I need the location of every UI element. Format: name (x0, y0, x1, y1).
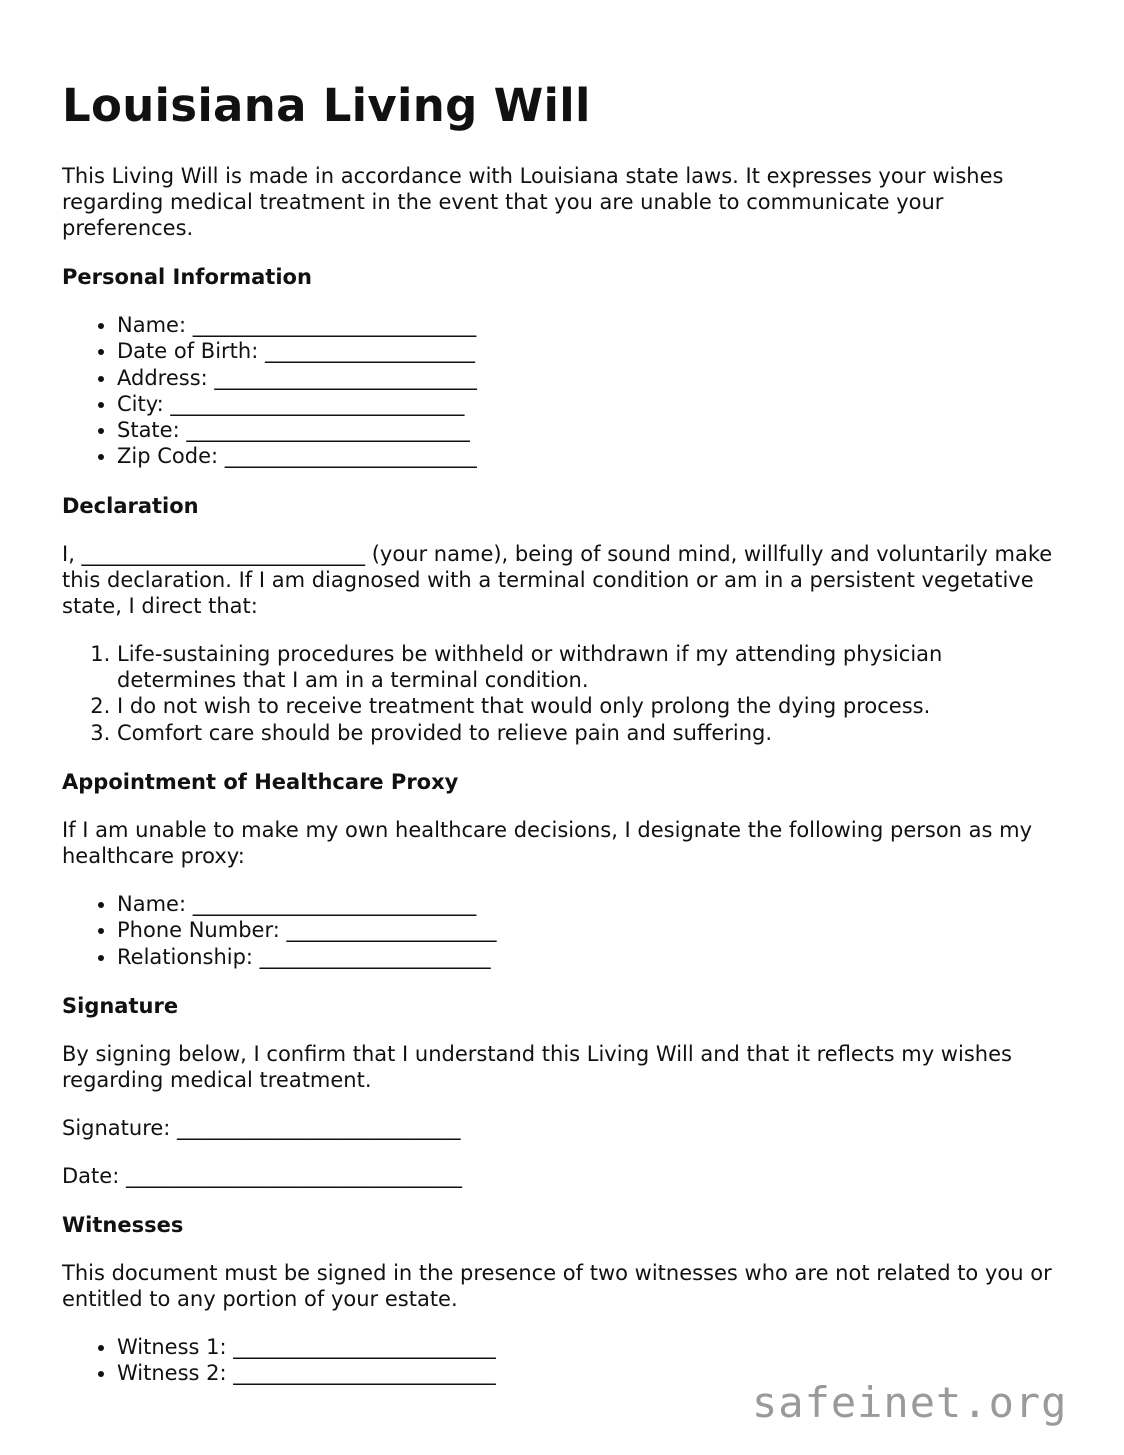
directive-item: 1. Life-sustaining procedures be withheld or withdrawn if my attending physician determines that I am in a terminal condition. (117, 641, 1062, 694)
directive-item: 3. Comfort care should be provided to relieve pain and suffering. (117, 720, 1062, 746)
declaration-heading: Declaration (62, 493, 199, 518)
witness-2-field[interactable]: • Witness 2: _________________________ (117, 1360, 1062, 1386)
signature-heading: Signature (62, 993, 179, 1018)
proxy-phone-field[interactable]: • Phone Number: ____________________ (117, 917, 1062, 943)
signature-paragraph: By signing below, I confirm that I understand this Living Will and that it reflects my wishes regarding medical treatment. (62, 1041, 1012, 1092)
name-field[interactable]: • Name: ___________________________ (117, 312, 1062, 338)
healthcare-proxy-heading: Appointment of Healthcare Proxy (62, 769, 459, 794)
witness-1-field[interactable]: • Witness 1: _________________________ (117, 1334, 1062, 1360)
personal-information-heading: Personal Information (62, 265, 312, 289)
healthcare-proxy-paragraph: If I am unable to make my own healthcare decisions, I designate the following person as my healthcare proxy: (62, 817, 1033, 868)
address-field[interactable]: • Address: _________________________ (117, 365, 1062, 391)
witnesses-paragraph: This document must be signed in the presence of two witnesses who are not related to you or entitled to any portion of your estate. (62, 1260, 1052, 1311)
date-field[interactable]: Date: ________________________________ (62, 1163, 462, 1188)
healthcare-proxy-list (62, 891, 1062, 970)
declaration-directives-list (62, 641, 1062, 746)
page-title: Louisiana Living Will (62, 79, 591, 132)
date-of-birth-field[interactable]: • Date of Birth: ____________________ (117, 338, 1062, 364)
declaration-paragraph: I, ___________________________ (your name), being of sound mind, willfully and voluntarily make this declaration. If I am diagnosed with a terminal condition or am in a persistent vegetative state, I direct that: (62, 541, 1053, 618)
personal-information-list (62, 312, 1062, 470)
zip-code-field[interactable]: • Zip Code: ________________________ (117, 443, 1062, 469)
document-page (62, 76, 1062, 1386)
witnesses-heading: Witnesses (62, 1212, 184, 1237)
intro-paragraph: This Living Will is made in accordance with Louisiana state laws. It expresses your wishes regarding medical treatment in the event that you are unable to communicate your preferences. (62, 164, 1004, 240)
proxy-relationship-field[interactable]: • Relationship: ______________________ (117, 944, 1062, 970)
state-field[interactable]: • State: ___________________________ (117, 417, 1062, 443)
directive-item: 2. I do not wish to receive treatment that would only prolong the dying process. (117, 693, 1062, 719)
proxy-name-field[interactable]: • Name: ___________________________ (117, 891, 1062, 917)
signature-field[interactable]: Signature: ___________________________ (62, 1115, 461, 1140)
city-field[interactable]: • City: ____________________________ (117, 391, 1062, 417)
watermark: safeinet.org (752, 1378, 1068, 1427)
